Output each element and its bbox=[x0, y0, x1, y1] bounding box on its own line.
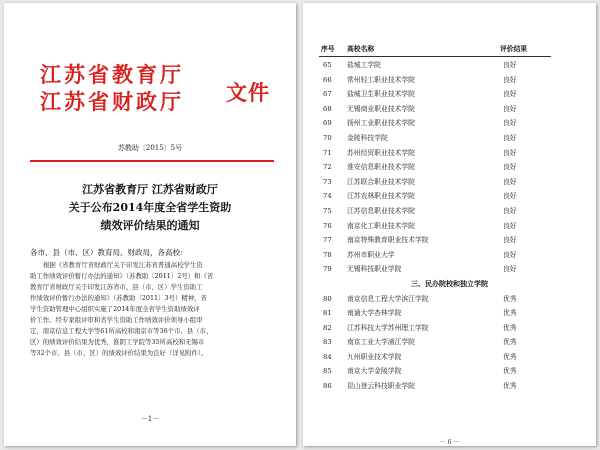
cell-seq: 75 bbox=[323, 206, 332, 215]
document-number: 苏教助〔2015〕5号 bbox=[117, 144, 183, 152]
cell-result: 良好 bbox=[503, 206, 517, 215]
cell-name: 南京信息工程大学滨江学院 bbox=[347, 294, 429, 303]
cell-name: 南京化工职业技术学院 bbox=[347, 221, 415, 230]
cell-name: 苏州市职业大学 bbox=[347, 250, 395, 259]
cell-name: 南通大学杏林学院 bbox=[347, 309, 402, 318]
table-row bbox=[303, 204, 596, 219]
body-text bbox=[30, 260, 274, 359]
cell-result: 良好 bbox=[503, 236, 517, 245]
cell-name: 昆山登云科技职业学院 bbox=[347, 382, 415, 391]
body-line: 根据《省教育厅省财政厅关于印发江苏省普通高校学生资 bbox=[43, 261, 203, 269]
cell-name: 盐城工学院 bbox=[347, 61, 381, 69]
body-line: 作绩效评价暂行办法的通知》（苏教助〔2011〕3号）精神，省 bbox=[30, 294, 207, 302]
cell-seq: 81 bbox=[323, 309, 332, 318]
table-row bbox=[303, 262, 596, 277]
body-line: 助工作绩效评价暂行办法的通知》（苏教助〔2011〕2号）和《省 bbox=[30, 272, 214, 280]
table-row bbox=[303, 219, 596, 234]
body-line: 等32个市、县（市、区）的绩效评价结果为良好（详见附件）。 bbox=[30, 349, 208, 357]
page-number: － 6 － bbox=[439, 439, 460, 446]
body-line: 学生资助管理中心组织实施了2014年度全省学生资助绩效评 bbox=[30, 305, 200, 313]
cell-result: 良好 bbox=[503, 75, 517, 84]
right-document-page bbox=[303, 3, 596, 446]
cell-result: 优秀 bbox=[503, 338, 517, 347]
cell-name: 江苏信息职业技术学院 bbox=[347, 206, 415, 215]
table-row bbox=[303, 248, 596, 263]
table-row bbox=[303, 335, 596, 350]
header-name: 高校名称 bbox=[347, 45, 375, 53]
cell-result: 良好 bbox=[503, 163, 517, 172]
cell-result: 良好 bbox=[503, 148, 517, 157]
notice-title-line-2: 关于公布2014年度全省学生资助 bbox=[68, 201, 232, 214]
table-header-rule bbox=[319, 56, 551, 57]
table-row bbox=[303, 292, 596, 307]
cell-seq: 85 bbox=[323, 367, 332, 376]
header-line-education-dept: 江苏省教育厅 bbox=[40, 62, 184, 87]
table-body bbox=[303, 58, 596, 394]
table-row bbox=[303, 160, 596, 175]
body-line: 价工作。经专家组评审和省学生资助工作绩效评价领导小组审 bbox=[30, 316, 203, 324]
header-seq: 序号 bbox=[321, 45, 335, 53]
cell-result: 良好 bbox=[503, 104, 517, 113]
cell-seq: 73 bbox=[323, 177, 332, 186]
notice-title-line-1: 江苏省教育厅 江苏省财政厅 bbox=[82, 183, 218, 196]
header-line-finance-dept: 江苏省财政厅 bbox=[40, 89, 184, 114]
cell-seq: 67 bbox=[323, 90, 332, 99]
table-row bbox=[303, 58, 596, 73]
body-line: 教育厅省财政厅关于印发江苏省市、县（市、区）学生资助工 bbox=[30, 283, 203, 291]
cell-seq: 86 bbox=[323, 382, 332, 391]
table-row bbox=[303, 364, 596, 379]
cell-result: 良好 bbox=[503, 265, 517, 274]
cell-seq: 70 bbox=[323, 133, 332, 142]
cell-name: 九州职业技术学院 bbox=[347, 352, 402, 361]
cell-seq: 65 bbox=[323, 61, 332, 69]
cell-seq: 72 bbox=[323, 163, 332, 172]
cell-seq: 80 bbox=[323, 294, 332, 303]
section-title: 三、民办院校和独立学院 bbox=[411, 278, 488, 288]
cell-result: 良好 bbox=[503, 177, 517, 186]
cell-name: 苏州经贸职业技术学院 bbox=[347, 148, 415, 157]
table-row bbox=[303, 379, 596, 394]
table-row bbox=[303, 116, 596, 131]
table-row bbox=[303, 306, 596, 321]
cell-result: 良好 bbox=[503, 221, 517, 230]
cell-seq: 76 bbox=[323, 221, 332, 230]
cell-seq: 82 bbox=[323, 323, 332, 332]
cell-name: 淮安信息职业技术学院 bbox=[347, 163, 415, 172]
salutation: 各市、县（市、区）教育局、财政局，各高校： bbox=[30, 248, 188, 257]
cell-result: 良好 bbox=[503, 250, 517, 259]
cell-name: 南京大学金陵学院 bbox=[347, 367, 402, 376]
table-row bbox=[303, 189, 596, 204]
cell-result: 良好 bbox=[503, 61, 517, 69]
cell-seq: 83 bbox=[323, 338, 332, 347]
notice-title-line-3: 绩效评价结果的通知 bbox=[100, 219, 200, 232]
cell-name: 南京特殊教育职业技术学院 bbox=[347, 236, 429, 245]
table-row bbox=[303, 131, 596, 146]
red-divider-line bbox=[30, 160, 274, 162]
cell-seq: 84 bbox=[323, 352, 332, 361]
cell-name: 南京工业大学浦江学院 bbox=[347, 338, 415, 347]
cell-name: 江苏农林职业技术学院 bbox=[347, 192, 415, 201]
table-header bbox=[303, 43, 596, 55]
cell-name: 扬州工业职业技术学院 bbox=[347, 119, 415, 128]
cell-name: 江苏联合职业技术学院 bbox=[347, 177, 415, 186]
page-number: －1－ bbox=[140, 415, 160, 423]
cell-seq: 71 bbox=[323, 148, 332, 157]
cell-result: 优秀 bbox=[503, 294, 517, 303]
cell-name: 无锡科技职业学院 bbox=[347, 265, 402, 274]
cell-name: 金陵科技学院 bbox=[347, 133, 388, 142]
left-document-page bbox=[4, 3, 296, 446]
table-row bbox=[303, 73, 596, 88]
body-line: 定，南京信息工程大学等61所高校和南京市等36个市、县（市、 bbox=[30, 327, 213, 335]
table-row bbox=[303, 102, 596, 117]
cell-seq: 69 bbox=[323, 119, 332, 128]
cell-name: 江苏科技大学苏州理工学院 bbox=[347, 323, 429, 332]
cell-seq: 78 bbox=[323, 250, 332, 259]
cell-seq: 77 bbox=[323, 236, 332, 245]
cell-result: 优秀 bbox=[503, 309, 517, 318]
cell-seq: 79 bbox=[323, 265, 332, 274]
body-line: 区）的绩效评价结果为优秀，淮阴工学院等35所高校和无锡市 bbox=[30, 338, 205, 346]
cell-name: 常州轻工职业技术学院 bbox=[347, 75, 415, 84]
cell-result: 良好 bbox=[503, 133, 517, 142]
table-row bbox=[303, 87, 596, 102]
cell-seq: 66 bbox=[323, 75, 332, 84]
table-row bbox=[303, 350, 596, 365]
cell-name: 无锡商业职业技术学院 bbox=[347, 104, 415, 113]
cell-result: 良好 bbox=[503, 192, 517, 201]
cell-result: 良好 bbox=[503, 119, 517, 128]
table-row bbox=[303, 233, 596, 248]
table-row bbox=[303, 175, 596, 190]
cell-result: 优秀 bbox=[503, 367, 517, 376]
header-result: 评价结果 bbox=[500, 45, 528, 53]
cell-seq: 74 bbox=[323, 192, 332, 201]
table-row bbox=[303, 146, 596, 161]
cell-result: 优秀 bbox=[503, 382, 517, 391]
header-wenjian: 文件 bbox=[226, 80, 270, 105]
cell-result: 优秀 bbox=[503, 323, 517, 332]
table-row bbox=[303, 321, 596, 336]
cell-result: 优秀 bbox=[503, 352, 517, 361]
cell-name: 盐城卫生职业技术学院 bbox=[347, 90, 415, 99]
cell-result: 良好 bbox=[503, 90, 517, 99]
cell-seq: 68 bbox=[323, 104, 332, 113]
